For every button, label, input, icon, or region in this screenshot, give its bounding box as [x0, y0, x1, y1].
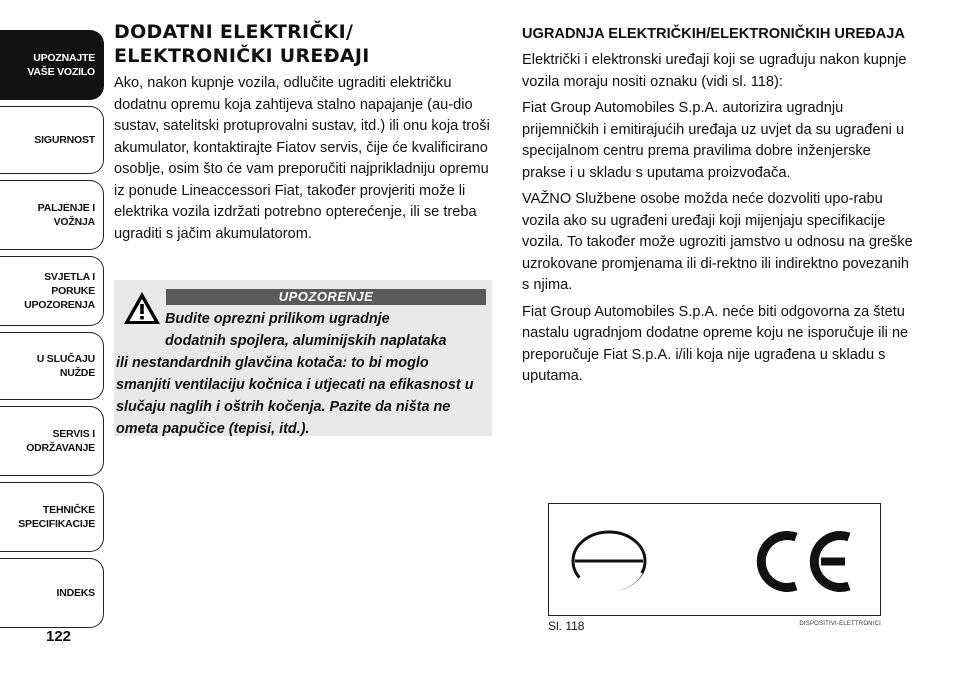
- tab-label: SERVIS I ODRŽAVANJE: [26, 428, 95, 454]
- paragraph-3: VAŽNO Službene osobe možda neće dozvoliti upo-rabu vozila ako su ugrađeni uređaji koji mijenjaju specifikacije vozila. To također može ugroziti jamstvo u odnosu na greške uzrokovane promjenama ili di-rektno ili indirektno povezanih s njima.: [522, 191, 913, 293]
- figure-118: [548, 503, 881, 616]
- page-number: 122: [46, 628, 72, 645]
- tab-tehnicke-specifikacije[interactable]: [0, 482, 104, 552]
- warning-text: [114, 308, 486, 440]
- left-column: [114, 20, 494, 245]
- heading-line-2: ELEKTRONIČKI UREĐAJI: [114, 45, 370, 67]
- tab-u-slucaju-nuzde[interactable]: [0, 332, 104, 400]
- tab-label: U SLUČAJU NUŽDE: [36, 353, 95, 379]
- warning-box: [114, 280, 492, 436]
- paragraph-1: Električki i elektronski uređaji koji se ugrađuju nakon kupnje vozila moraju nositi oznaku (vidi sl. 118):: [522, 52, 907, 90]
- warning-title: UPOZORENJE: [166, 289, 486, 305]
- tab-label: INDEKS: [56, 587, 95, 599]
- ce-mark-icon: [761, 536, 849, 588]
- section-heading: [114, 20, 494, 68]
- tab-label: UPOZNAJTE VAŠE VOZILO: [27, 52, 95, 78]
- tab-servis-i-odrzavanje[interactable]: [0, 406, 104, 476]
- tab-label: PALJENJE I VOŽNJA: [37, 202, 95, 228]
- intro-paragraph: Ako, nakon kupnje vozila, odlučite ugraditi električku dodatnu opremu koja zahtijeva stalno napajanje (au-dio sustav, satelitski protuprovalni sustav, itd.) ili onu koja troši akumulator, kontaktirajte Fiatov servis, čije će kvalificirano osoblje, osim što će vam preporučiti najprikladniju opremu iz ponude Lineaccessori Fiat, također provjeriti može li elektrika vozila izdržati potrebno opterećenje, ili se treba ugraditi s jačim akumulatorom.: [114, 75, 490, 242]
- tab-label: TEHNIČKE SPECIFIKACIJE: [18, 504, 95, 530]
- certification-marks: [549, 504, 879, 614]
- tab-svjetla-i-poruke[interactable]: [0, 256, 104, 326]
- e-mark-icon: [573, 532, 645, 590]
- tab-label: SVJETLA I PORUKE UPOZORENJA: [24, 271, 95, 311]
- paragraph-2: Fiat Group Automobiles S.p.A. autorizira ugradnju prijemničkih i emitirajućih uređaja uz uvjet da su ugrađeni u specijalnom centru prema pravilima dobre inženjerske prakse i u skladu s uputama proizvođača.: [522, 100, 905, 181]
- paragraph-4: Fiat Group Automobiles S.p.A. neće biti odgovorna za štetu nastalu ugradnjom dodatne opreme koju ne isporučuje ili ne preporučuje Fiat S.p.A. i/ili koja nije ugrađena u skladu s uputama.: [522, 303, 909, 384]
- tab-indeks[interactable]: [0, 558, 104, 628]
- figure-code: DISPOSITIVI-ELETTRONICI: [799, 621, 881, 627]
- tab-sigurnost[interactable]: [0, 106, 104, 174]
- warning-rest: ili nestandardnih glavčina kotača: to bi moglo smanjiti ventilaciju kočnica i utjecati na efikasnost u slučaju naglih i oštrih kočenja. Pazite da ništa ne ometa papučice (tepisi, itd.).: [116, 355, 474, 437]
- warning-line-2: dodatnih spojlera, aluminijskih naplataka: [165, 333, 447, 349]
- right-column: [522, 24, 917, 388]
- sub-heading: UGRADNJA ELEKTRIČKIH/ELEKTRONIČKIH UREĐAJA: [522, 26, 905, 42]
- warning-line-1: Budite oprezni prilikom ugradnje: [165, 311, 390, 327]
- tab-paljenje-i-voznja[interactable]: [0, 180, 104, 250]
- chapter-tabs: [0, 0, 110, 677]
- figure-caption: Sl. 118: [548, 619, 585, 633]
- heading-line-1: DODATNI ELEKTRIČKI/: [114, 21, 354, 43]
- tab-label: SIGURNOST: [34, 134, 95, 146]
- tab-upoznajte-vase-vozilo[interactable]: [0, 30, 104, 100]
